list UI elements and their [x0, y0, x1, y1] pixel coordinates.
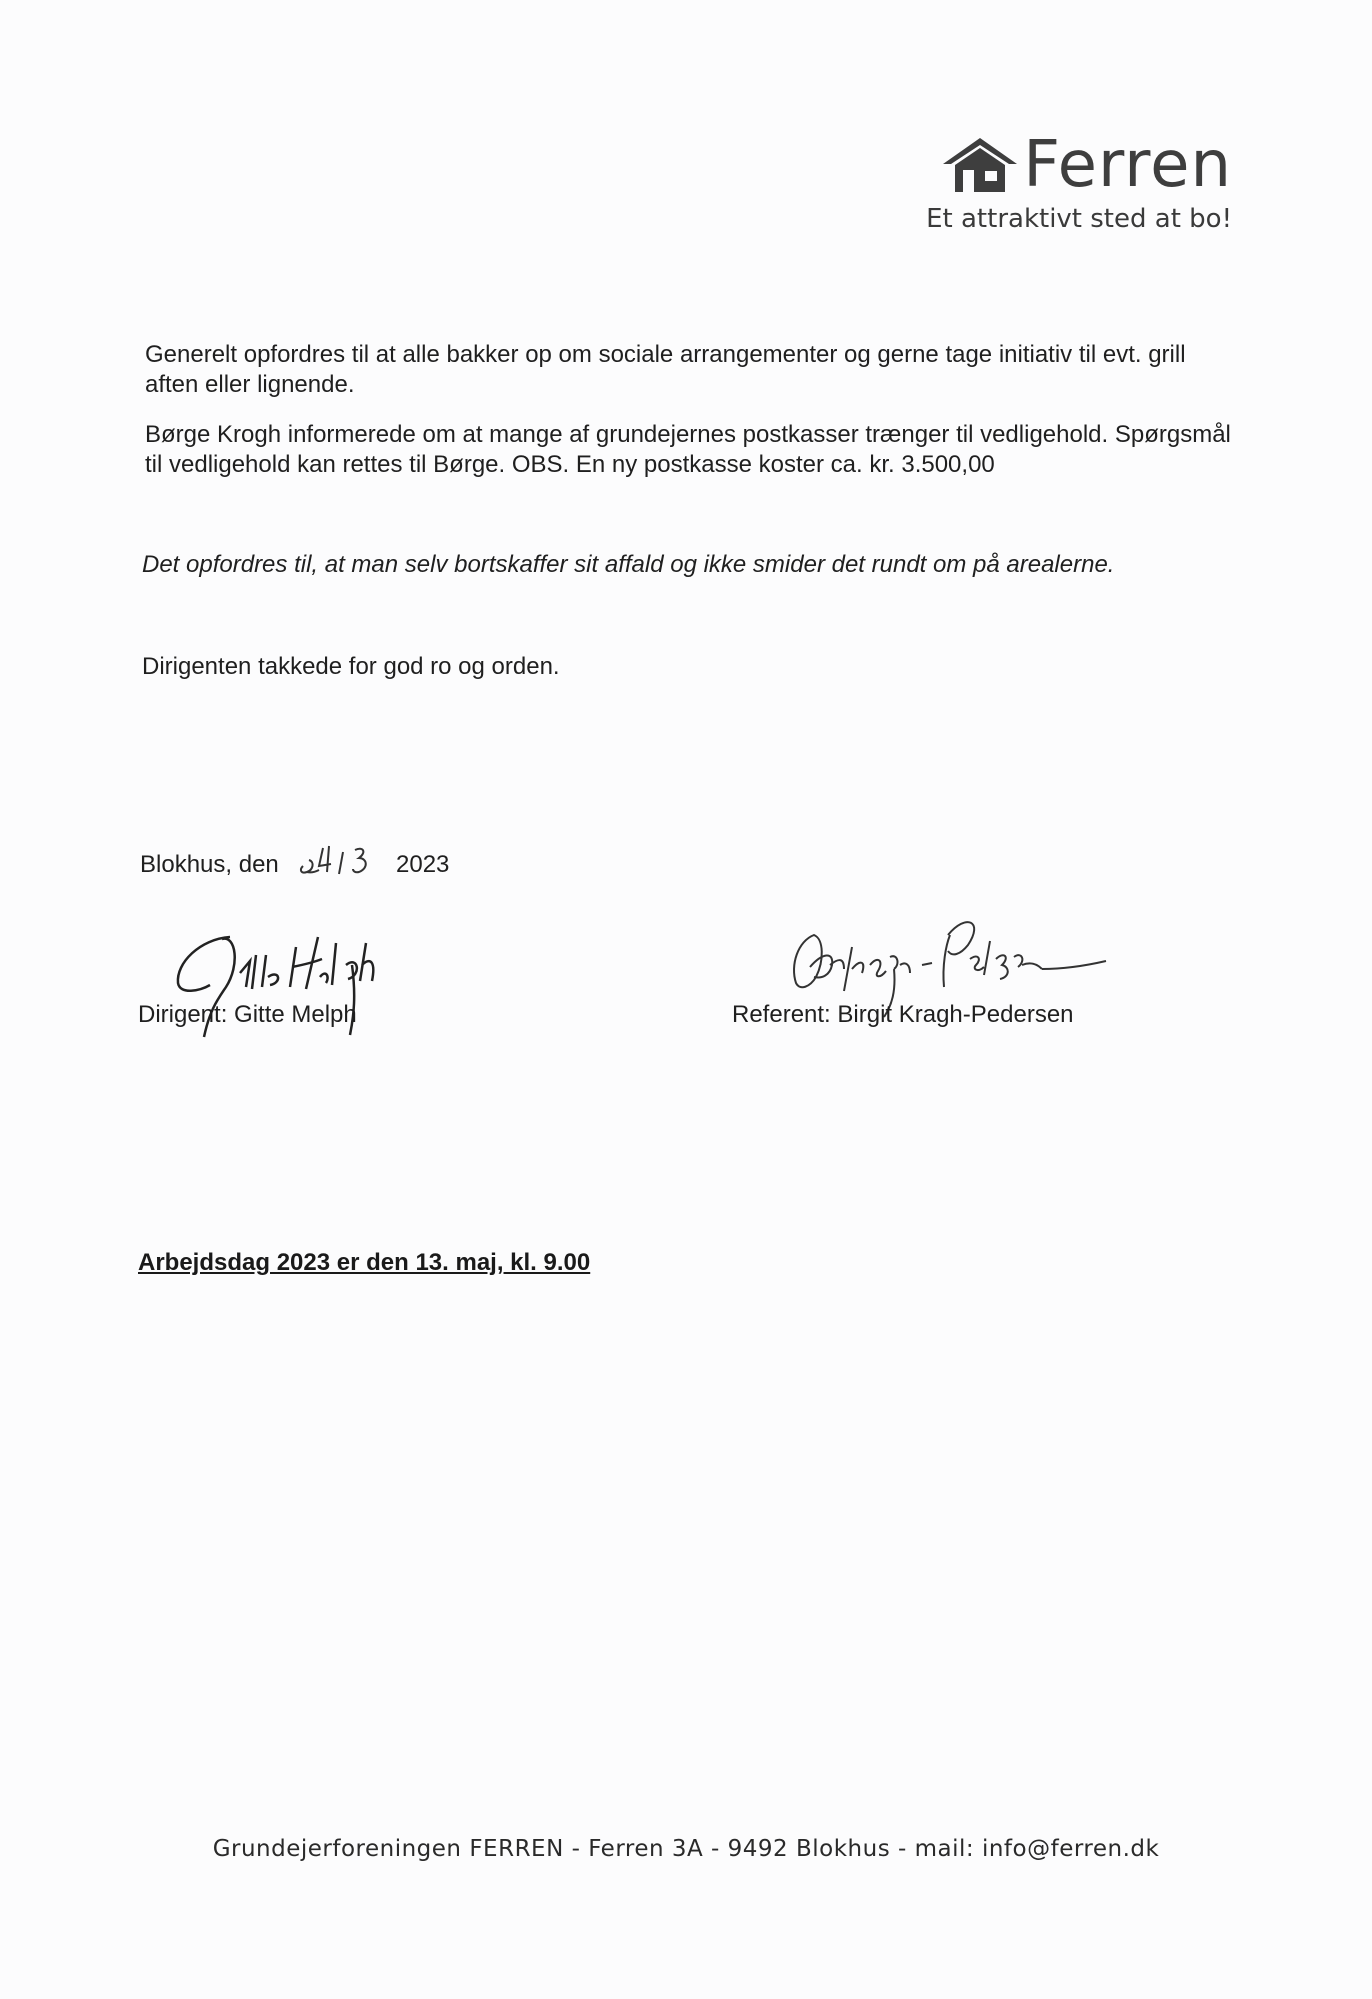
logo-tagline: Et attraktivt sted at bo!: [926, 204, 1232, 234]
paragraph-mailboxes: Børge Krogh informerede om at mange af grundejernes postkasser trænger til vedligehold. Spørgsmål til vedligehold kan rettes til Børge. OBS. En ny postkasse koster ca. kr. 3.500,00: [145, 421, 1231, 478]
logo-row: [941, 130, 1232, 200]
house-icon: [941, 134, 1019, 194]
place-label: Blokhus, den: [140, 851, 279, 878]
logo-name: Ferren: [1023, 128, 1232, 202]
signing-year: 2023: [396, 851, 450, 878]
footer-address: Grundejerforeningen FERREN - Ferren 3A - 9492 Blokhus - mail: info@ferren.dk: [212, 1836, 1160, 1862]
paragraph-social-events: Generelt opfordres til at alle bakker op om sociale arrangementer og gerne tage initiativ til evt. grill aften eller lignende.: [145, 341, 1186, 398]
signer-referent: Referent: Birgit Kragh-Pedersen: [732, 1001, 1074, 1028]
signer-dirigent: Dirigent: Gitte Melph: [138, 1001, 357, 1028]
paragraph-waste: Det opfordres til, at man selv bortskaffer sit affald og ikke smider det rundt om på arealerne.: [142, 551, 1115, 578]
paragraph-closing: Dirigenten takkede for god ro og orden.: [142, 653, 560, 680]
ferren-logo: [912, 130, 1232, 240]
handwritten-date: [297, 840, 382, 880]
workday-notice: Arbejdsdag 2023 er den 13. maj, kl. 9.00: [138, 1249, 591, 1276]
